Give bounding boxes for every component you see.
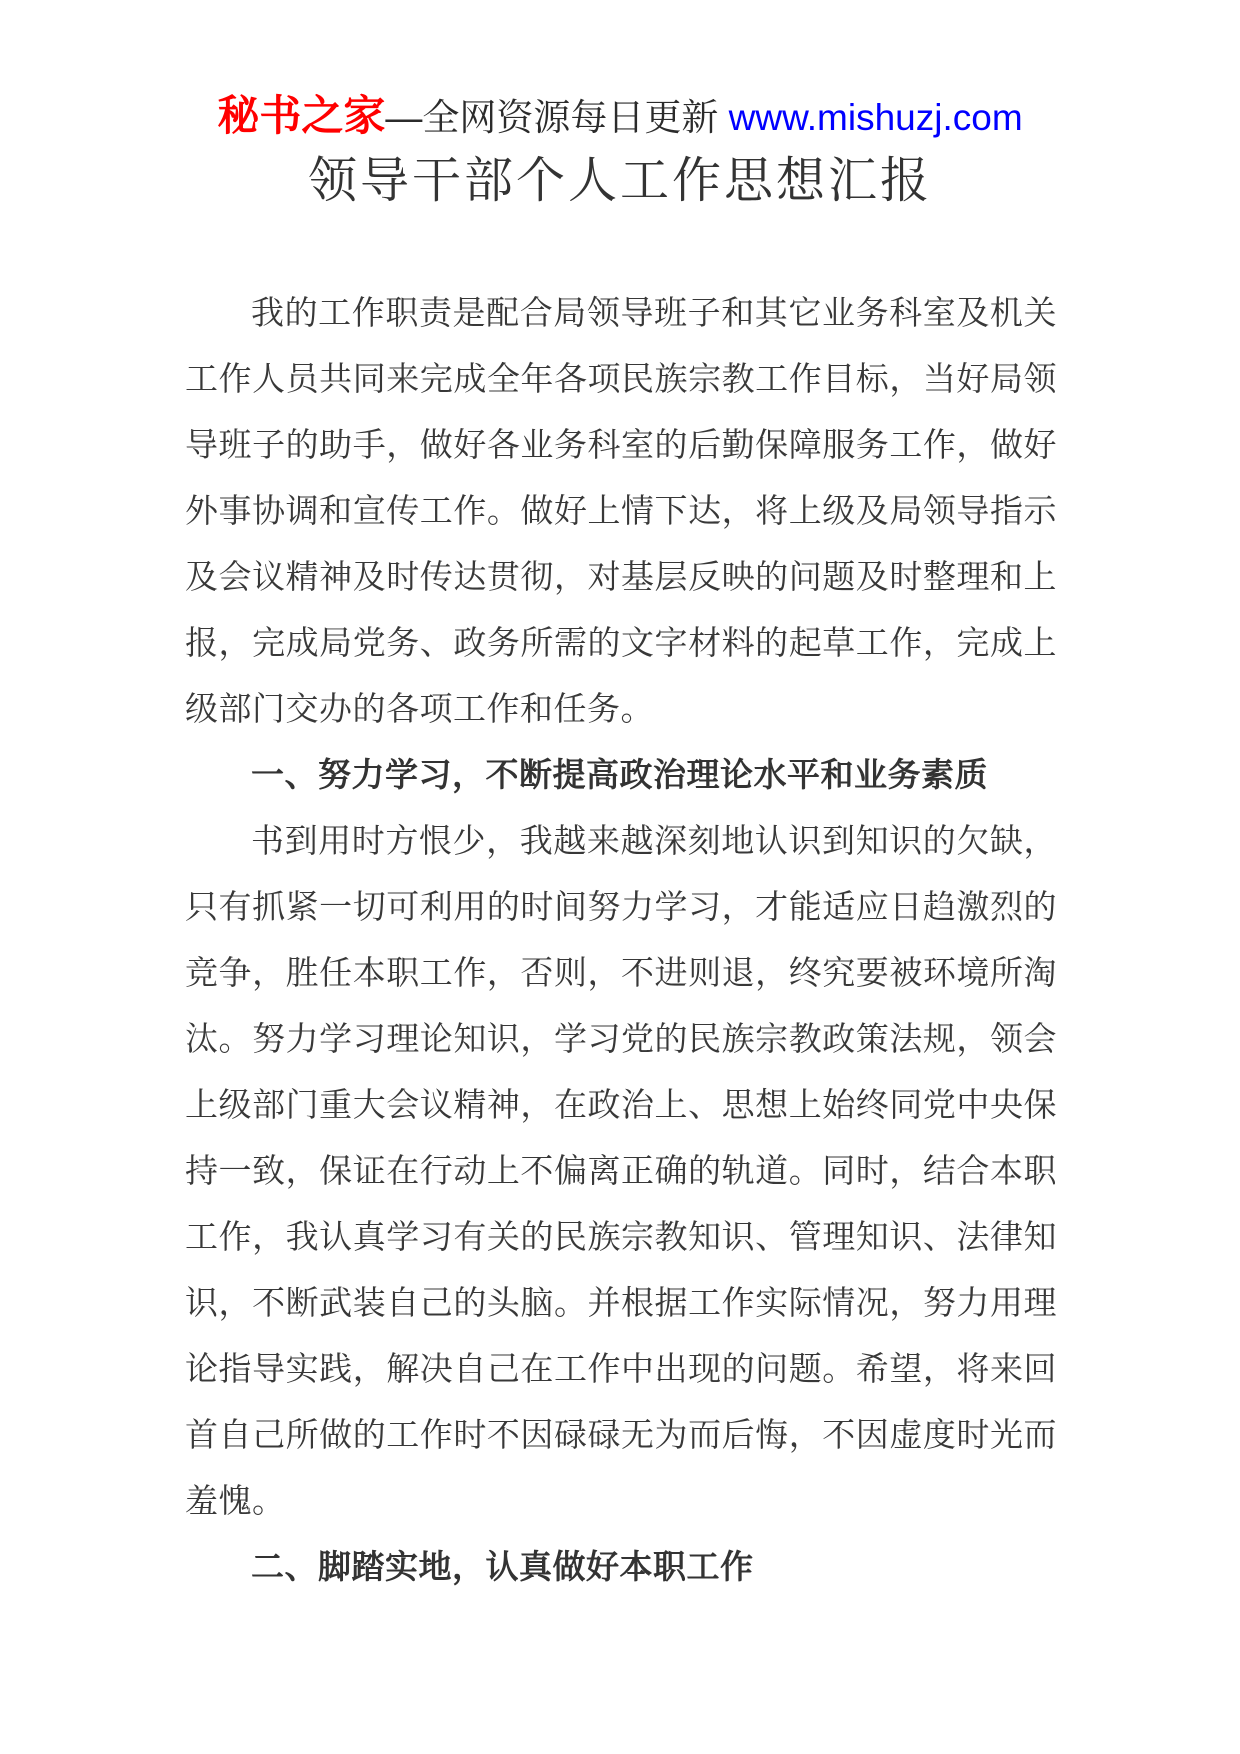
site-brand: 秘书之家 (217, 92, 386, 139)
section-heading-2: 二、脚踏实地，认真做好本职工作 (251, 1548, 754, 1585)
site-tagline: —全网资源每日更新 (385, 97, 729, 138)
paragraph-study: 书到用时方恨少，我越来越深刻地认识到知识的欠缺，只有抓紧一切可利用的时间努力学习，才能适应日趋激烈的竞争，胜任本职工作，否则，不进则退，终究要被环境所淘汰。努力学习理论知识，学习党的民族宗教政策法规，领会上级部门重大会议精神，在政治上、思想上始终同党中央保持一致，保证在行动上不偏离正确的轨道。同时，结合本职工作，我认真学习有关的民族宗教知识、管理知识、法律知识，不断武装自己的头脑。并根据工作实际情况，努力用理论指导实践，解决自己在工作中出现的问题。希望，将来回首自己所做的工作时不因碌碌无为而后悔，不因虚度时光而羞愧。 (185, 822, 1057, 1519)
site-url-link[interactable]: www.mishuzj.com (728, 97, 1023, 138)
page-title: 领导干部个人工作思想汇报 (307, 154, 932, 208)
document-body (185, 280, 1057, 1600)
section-heading-1: 一、努力学习，不断提高政治理论水平和业务素质 (251, 756, 988, 793)
paragraph-duties: 我的工作职责是配合局领导班子和其它业务科室及机关工作人员共同来完成全年各项民族宗教工作目标，当好局领导班子的助手，做好各业务科室的后勤保障服务工作，做好外事协调和宣传工作。做好上情下达，将上级及局领导指示及会议精神及时传达贯彻，对基层反映的问题及时整理和上报，完成局党务、政务所需的文字材料的起草工作，完成上级部门交办的各项工作和任务。 (185, 294, 1057, 727)
site-header (0, 92, 1240, 142)
